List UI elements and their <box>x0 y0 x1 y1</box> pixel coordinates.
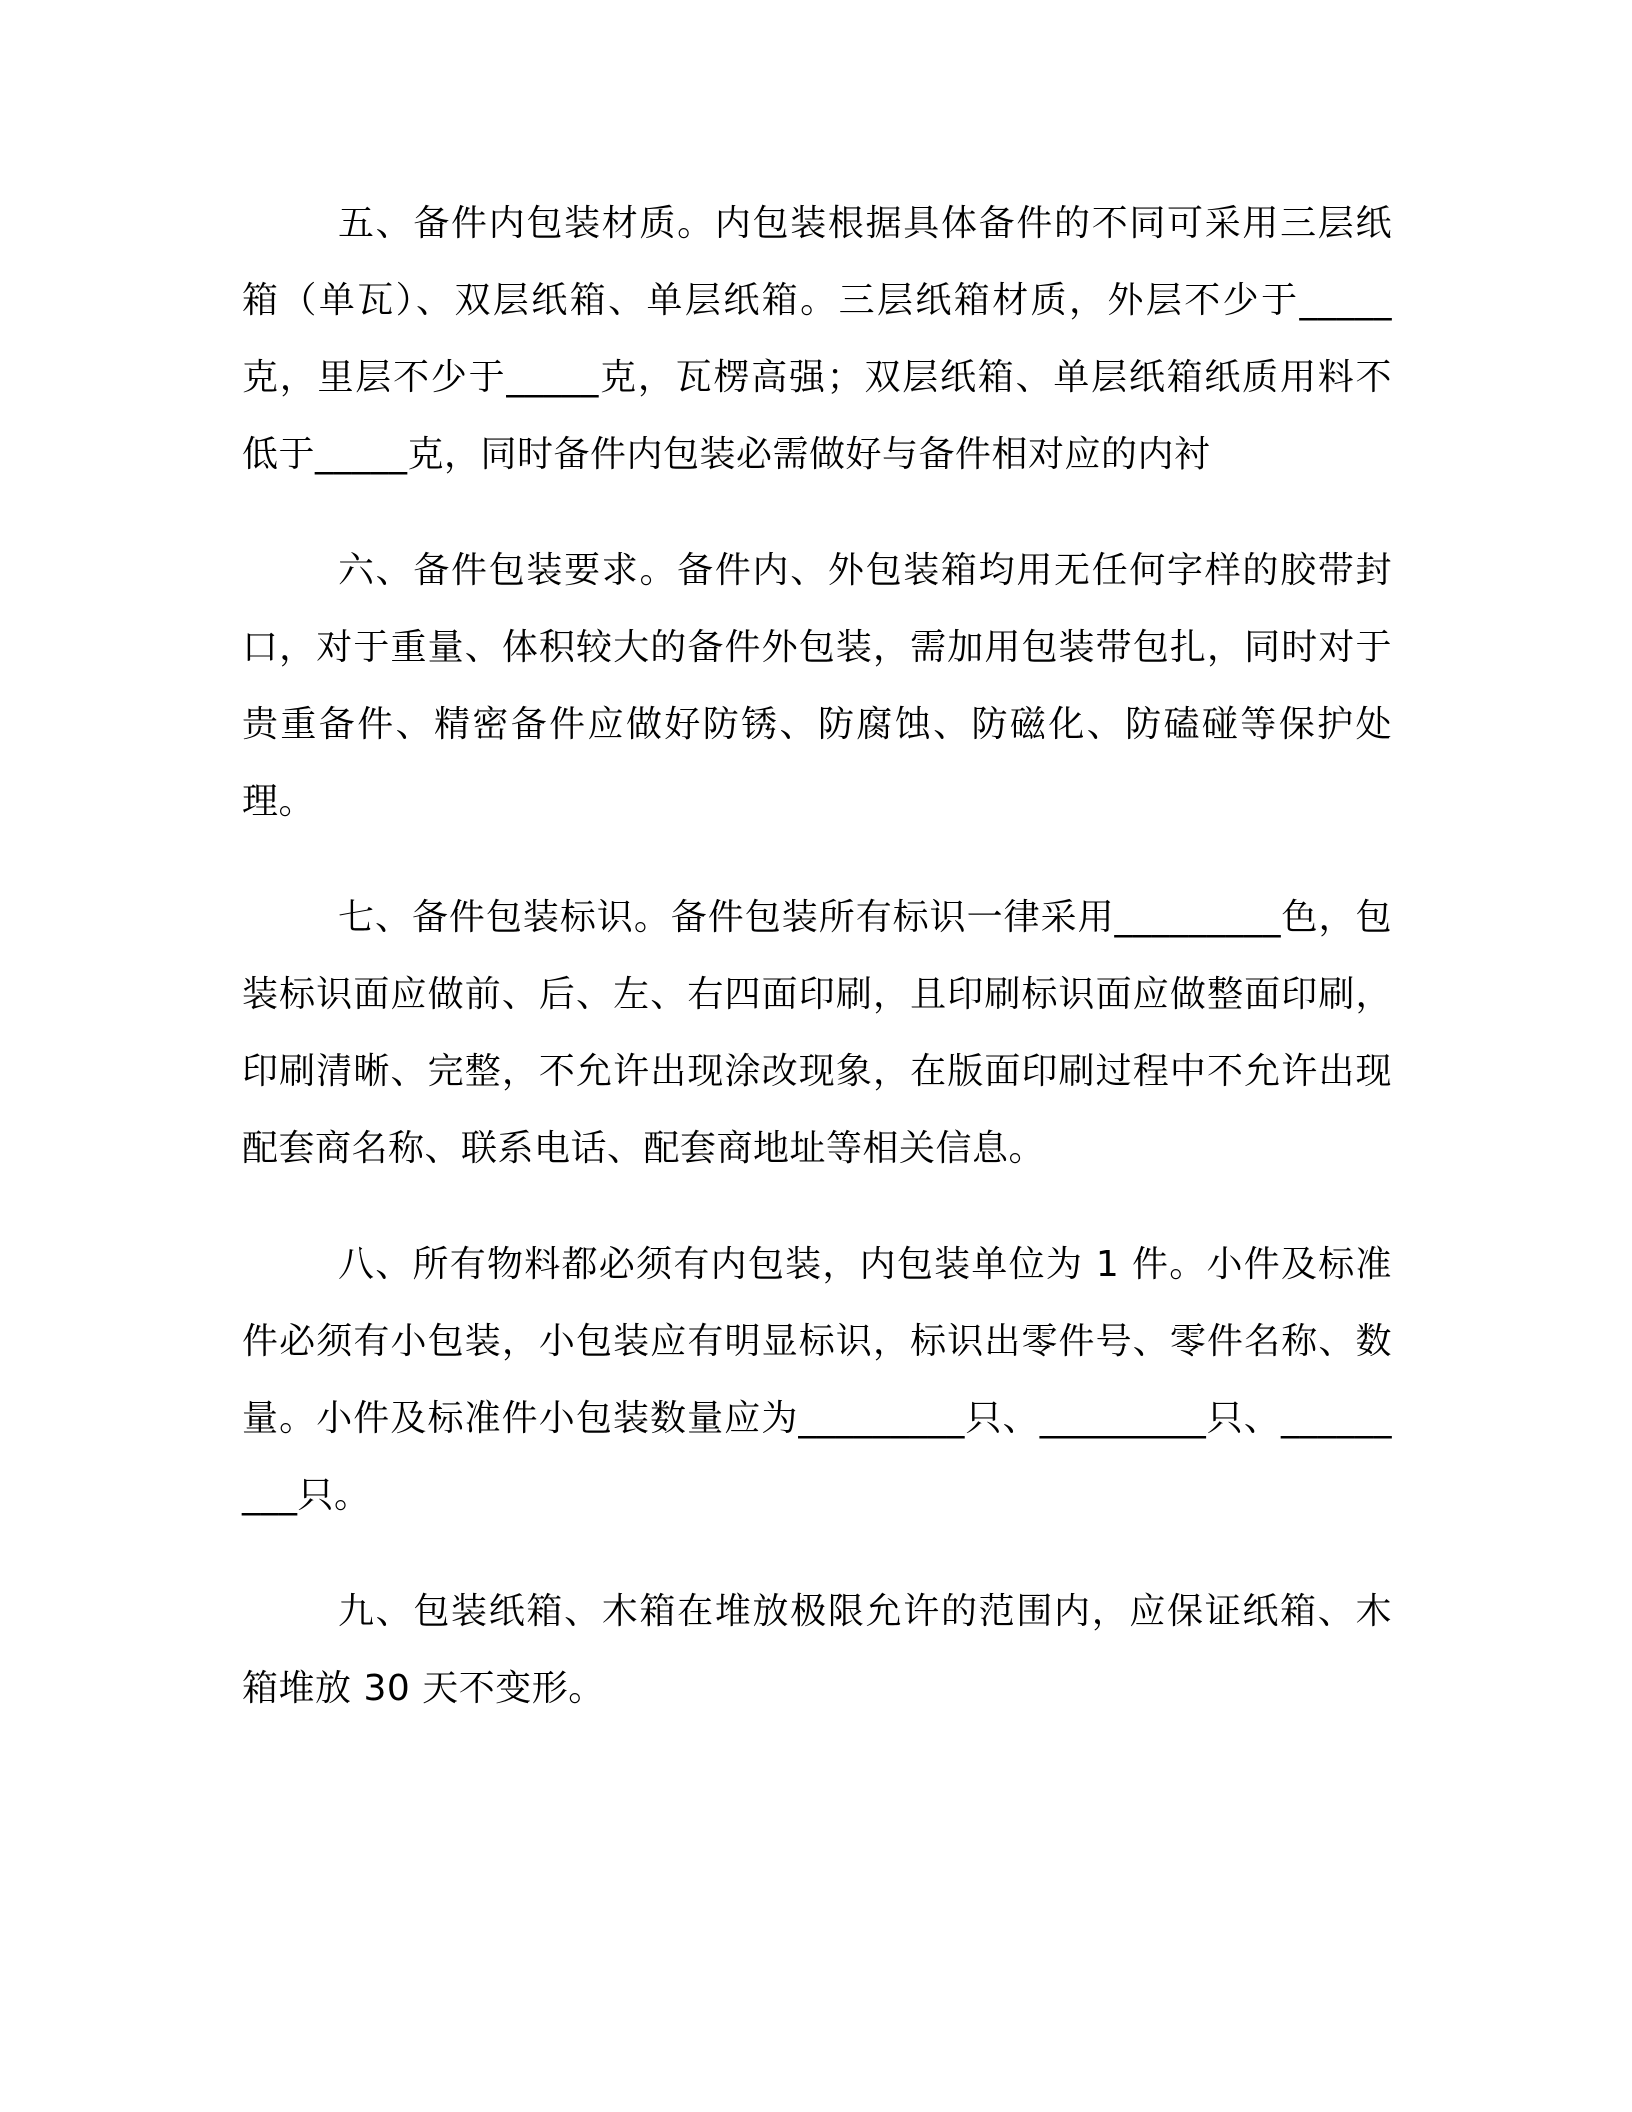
paragraph-section-6: 六、备件包装要求。备件内、外包装箱均用无任何字样的胶带封口，对于重量、体积较大的备件外包装，需加用包装带包扎，同时对于贵重备件、精密备件应做好防锈、防腐蚀、防磁化、防磕碰等保护处理。 <box>242 550 1392 822</box>
paragraph-section-8: 八、所有物料都必须有内包装，内包装单位为 1 件。小件及标准件必须有小包装，小包装应有明显标识，标识出零件号、零件名称、数量。小件及标准件小包装数量应为_________只、_________只、_________只。 <box>242 1244 1392 1516</box>
paragraph-section-7: 七、备件包装标识。备件包装所有标识一律采用_________色，包装标识面应做前、后、左、右四面印刷，且印刷标识面应做整面印刷，印刷清晰、完整，不允许出现涂改现象，在版面印刷过程中不允许出现配套商名称、联系电话、配套商地址等相关信息。 <box>242 897 1392 1169</box>
paragraph-section-9: 九、包装纸箱、木箱在堆放极限允许的范围内，应保证纸箱、木箱堆放 30 天不变形。 <box>242 1591 1392 1709</box>
paragraph-section-5: 五、备件内包装材质。内包装根据具体备件的不同可采用三层纸箱（单瓦）、双层纸箱、单层纸箱。三层纸箱材质，外层不少于_____克，里层不少于_____克，瓦楞高强；双层纸箱、单层纸箱纸质用料不低于_____克，同时备件内包装必需做好与备件相对应的内衬 <box>242 203 1392 475</box>
document-body <box>242 185 1392 1766</box>
